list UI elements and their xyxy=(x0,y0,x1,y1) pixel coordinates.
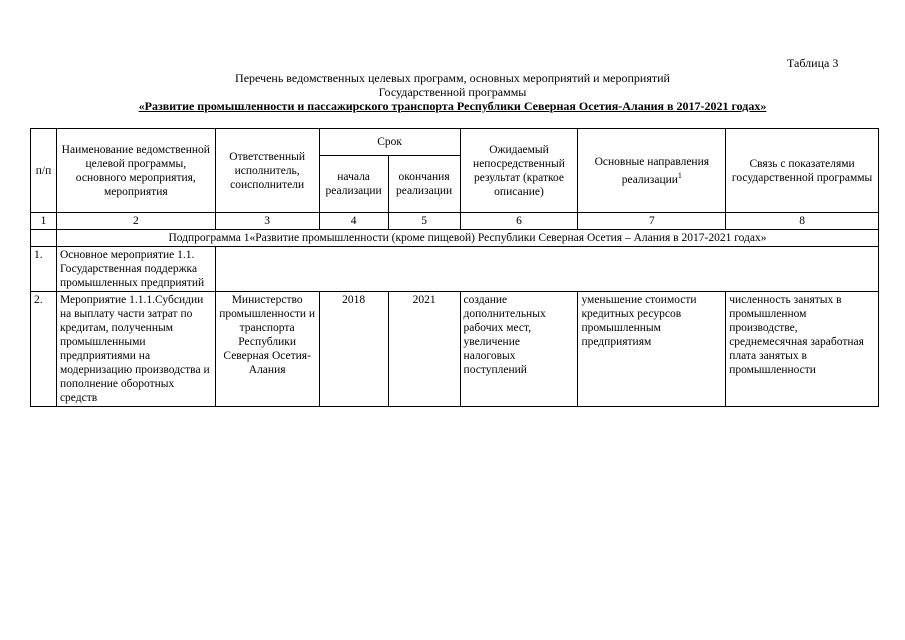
row-directions: уменьшение стоимости кредитных ресурсов промышленным предприятиям xyxy=(578,292,726,407)
column-number: 6 xyxy=(460,213,578,230)
column-number: 3 xyxy=(215,213,319,230)
document-title-line-1: Перечень ведомственных целевых программ, основных мероприятий и мероприятий xyxy=(235,71,670,85)
row-name: Основное мероприятие 1.1. Государственная поддержка промышленных предприятий xyxy=(56,247,215,292)
row-end: 2021 xyxy=(388,292,460,407)
document-title-line-2: Государственной программы xyxy=(378,85,527,99)
table-row xyxy=(31,292,879,407)
empty-cell xyxy=(215,247,878,292)
row-result: создание дополнительных рабочих мест, увеличение налоговых поступлений xyxy=(460,292,578,407)
row-num: 1. xyxy=(31,247,57,292)
header-term: Срок xyxy=(319,129,460,156)
footnote-marker: 1 xyxy=(677,170,682,180)
row-start: 2018 xyxy=(319,292,388,407)
table-row xyxy=(31,247,879,292)
header-term-end: окончания реализации xyxy=(388,156,460,213)
column-number: 5 xyxy=(388,213,460,230)
programs-table xyxy=(30,128,879,407)
header-name: Наименование ведомственной целевой программы, основного мероприятия, мероприятия xyxy=(56,129,215,213)
column-number: 7 xyxy=(578,213,726,230)
column-number: 8 xyxy=(726,213,879,230)
subprogram-row xyxy=(31,230,879,247)
column-numbers-row xyxy=(31,213,879,230)
column-number: 4 xyxy=(319,213,388,230)
document-title-program: «Развитие промышленности и пассажирского транспорта Республики Северная Осетия-Алания в 2017-2021 годах» xyxy=(138,99,767,113)
header-row xyxy=(31,129,879,156)
empty-cell xyxy=(31,230,57,247)
header-executor: Ответственный исполнитель, соисполнители xyxy=(215,129,319,213)
header-num: п/п xyxy=(31,129,57,213)
column-number: 1 xyxy=(31,213,57,230)
header-directions xyxy=(578,129,726,213)
row-executor: Министерство промышленности и транспорта Республики Северная Осетия-Алания xyxy=(215,292,319,407)
row-name: Мероприятие 1.1.1.Субсидии на выплату части затрат по кредитам, полученным промышленными предприятиями на модернизацию производства и пополнение оборотных средств xyxy=(56,292,215,407)
table-label: Таблица 3 xyxy=(787,56,839,70)
header-result: Ожидаемый непосредственный результат (краткое описание) xyxy=(460,129,578,213)
row-indicators: численность занятых в промышленном производстве, среднемесячная заработная плата занятых в промышленности xyxy=(726,292,879,407)
subprogram-title: Подпрограмма 1«Развитие промышленности (кроме пищевой) Республики Северная Осетия – Алания в 2017-2021 годах» xyxy=(56,230,878,247)
header-directions-label: Основные направления реализации xyxy=(594,155,710,186)
row-num: 2. xyxy=(31,292,57,407)
column-number: 2 xyxy=(56,213,215,230)
header-term-start: начала реализации xyxy=(319,156,388,213)
header-indicators: Связь с показателями государственной программы xyxy=(726,129,879,213)
